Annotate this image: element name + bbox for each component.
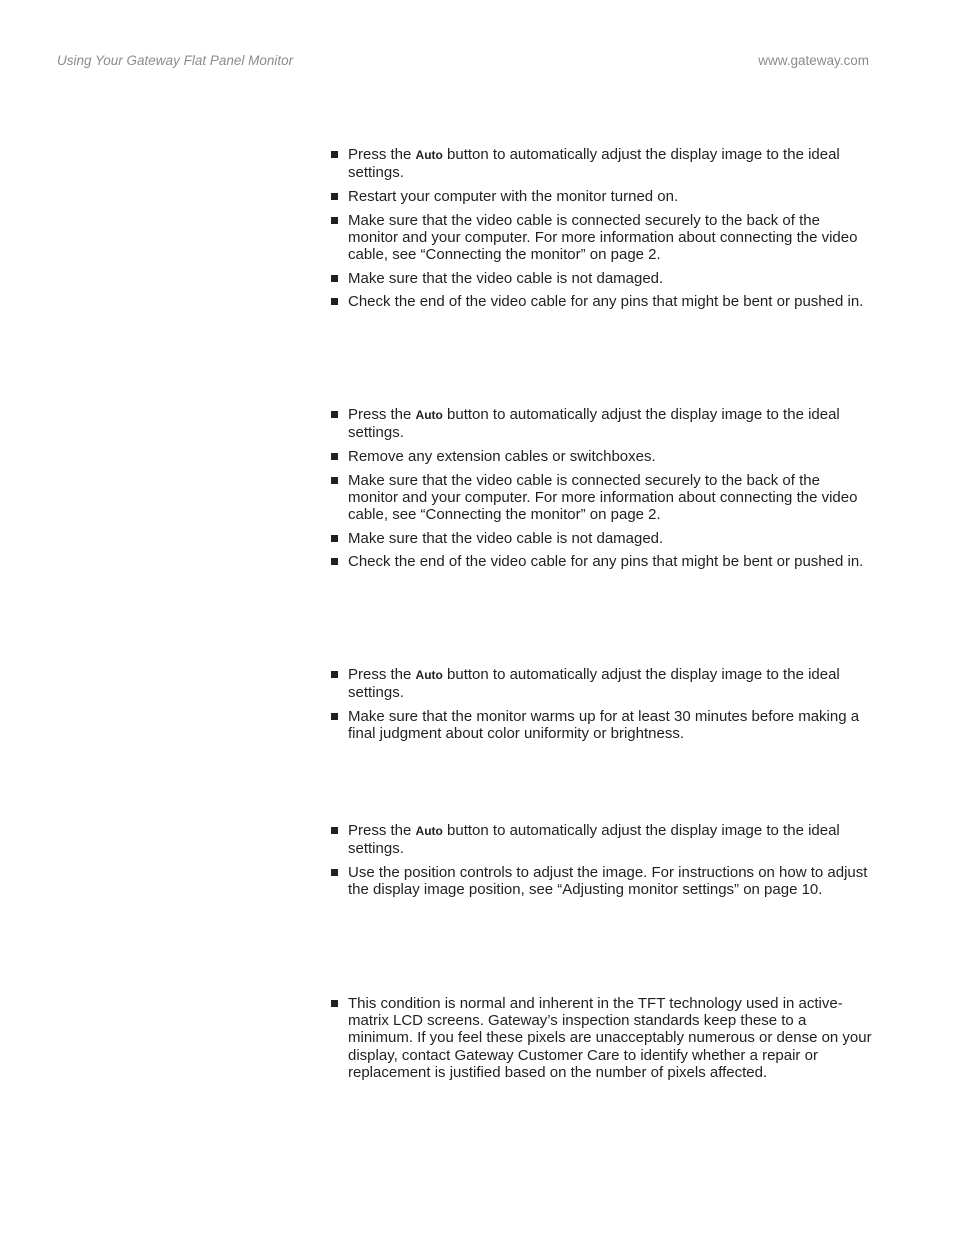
running-header-url: www.gateway.com [758, 53, 869, 68]
item-text: Check the end of the video cable for any pins that might be bent or pushed in. [348, 553, 864, 571]
bullet-square-icon [331, 453, 338, 460]
list-item [330, 146, 872, 181]
item-text-before: Press the [348, 406, 416, 423]
bullet-square-icon [331, 275, 338, 282]
bullet-square-icon [331, 217, 338, 224]
item-text: Make sure that the video cable is not damaged. [348, 269, 664, 287]
list-item [330, 708, 872, 742]
item-text-after: button to automatically adjust the display image to the ideal settings. [348, 146, 840, 182]
item-text: Make sure that the video cable is connected securely to the back of the monitor and your computer. For more information about connecting the video cable, see “Connecting the monitor” on page 2. [348, 211, 858, 264]
item-text: Check the end of the video cable for any pins that might be bent or pushed in. [348, 293, 864, 311]
list-item [330, 448, 872, 465]
item-text-before: Press the [348, 666, 416, 683]
list-item [330, 188, 872, 205]
list-item [330, 212, 872, 264]
list-item [330, 293, 872, 310]
auto-button-label: Auto [415, 408, 443, 422]
bullet-square-icon [331, 535, 338, 542]
list-item [330, 553, 872, 570]
bullet-square-icon [331, 558, 338, 565]
list-item [330, 472, 872, 524]
list-item [330, 406, 872, 441]
bullet-square-icon [331, 477, 338, 484]
item-text: Make sure that the video cable is connected securely to the back of the monitor and your computer. For more information about connecting the video cable, see “Connecting the monitor” on page 2. [348, 471, 858, 524]
bullet-square-icon [331, 671, 338, 678]
list-item [330, 995, 872, 1081]
list-item [330, 270, 872, 287]
bullet-square-icon [331, 827, 338, 834]
list-item [330, 530, 872, 547]
item-text-before: Press the [348, 822, 416, 839]
item-text: Make sure that the video cable is not damaged. [348, 529, 664, 547]
troubleshooting-list-1 [330, 146, 872, 317]
item-text-before: Press the [348, 146, 416, 163]
item-text: Restart your computer with the monitor turned on. [348, 187, 679, 205]
bullet-square-icon [331, 1000, 338, 1007]
troubleshooting-list-5 [330, 995, 872, 1088]
bullet-square-icon [331, 193, 338, 200]
bullet-square-icon [331, 869, 338, 876]
troubleshooting-list-4 [330, 822, 872, 905]
running-header-title: Using Your Gateway Flat Panel Monitor [57, 53, 294, 68]
auto-button-label: Auto [415, 668, 443, 682]
item-text: Use the position controls to adjust the image. For instructions on how to adjust the display image position, see “Adjusting monitor settings” on page 10. [348, 863, 868, 899]
list-item [330, 822, 872, 857]
item-text: Make sure that the monitor warms up for at least 30 minutes before making a final judgment about color uniformity or brightness. [348, 707, 860, 743]
item-text-after: button to automatically adjust the display image to the ideal settings. [348, 822, 840, 858]
auto-button-label: Auto [415, 148, 443, 162]
item-text: Remove any extension cables or switchboxes. [348, 447, 656, 465]
bullet-square-icon [331, 713, 338, 720]
troubleshooting-list-2 [330, 406, 872, 577]
item-text-after: button to automatically adjust the display image to the ideal settings. [348, 406, 840, 442]
bullet-square-icon [331, 151, 338, 158]
item-text-after: button to automatically adjust the display image to the ideal settings. [348, 666, 840, 702]
bullet-square-icon [331, 411, 338, 418]
item-text: This condition is normal and inherent in the TFT technology used in active-matrix LCD screens. Gateway’s inspection standards keep these to a minimum. If you feel these pixels are unacceptably numerous or dense on your display, contact Gateway Customer Care to identify whether a repair or replacement is justified based on the number of pixels affected. [348, 995, 872, 1081]
bullet-square-icon [331, 298, 338, 305]
troubleshooting-list-3 [330, 666, 872, 749]
auto-button-label: Auto [415, 824, 443, 838]
list-item [330, 666, 872, 701]
list-item [330, 864, 872, 898]
